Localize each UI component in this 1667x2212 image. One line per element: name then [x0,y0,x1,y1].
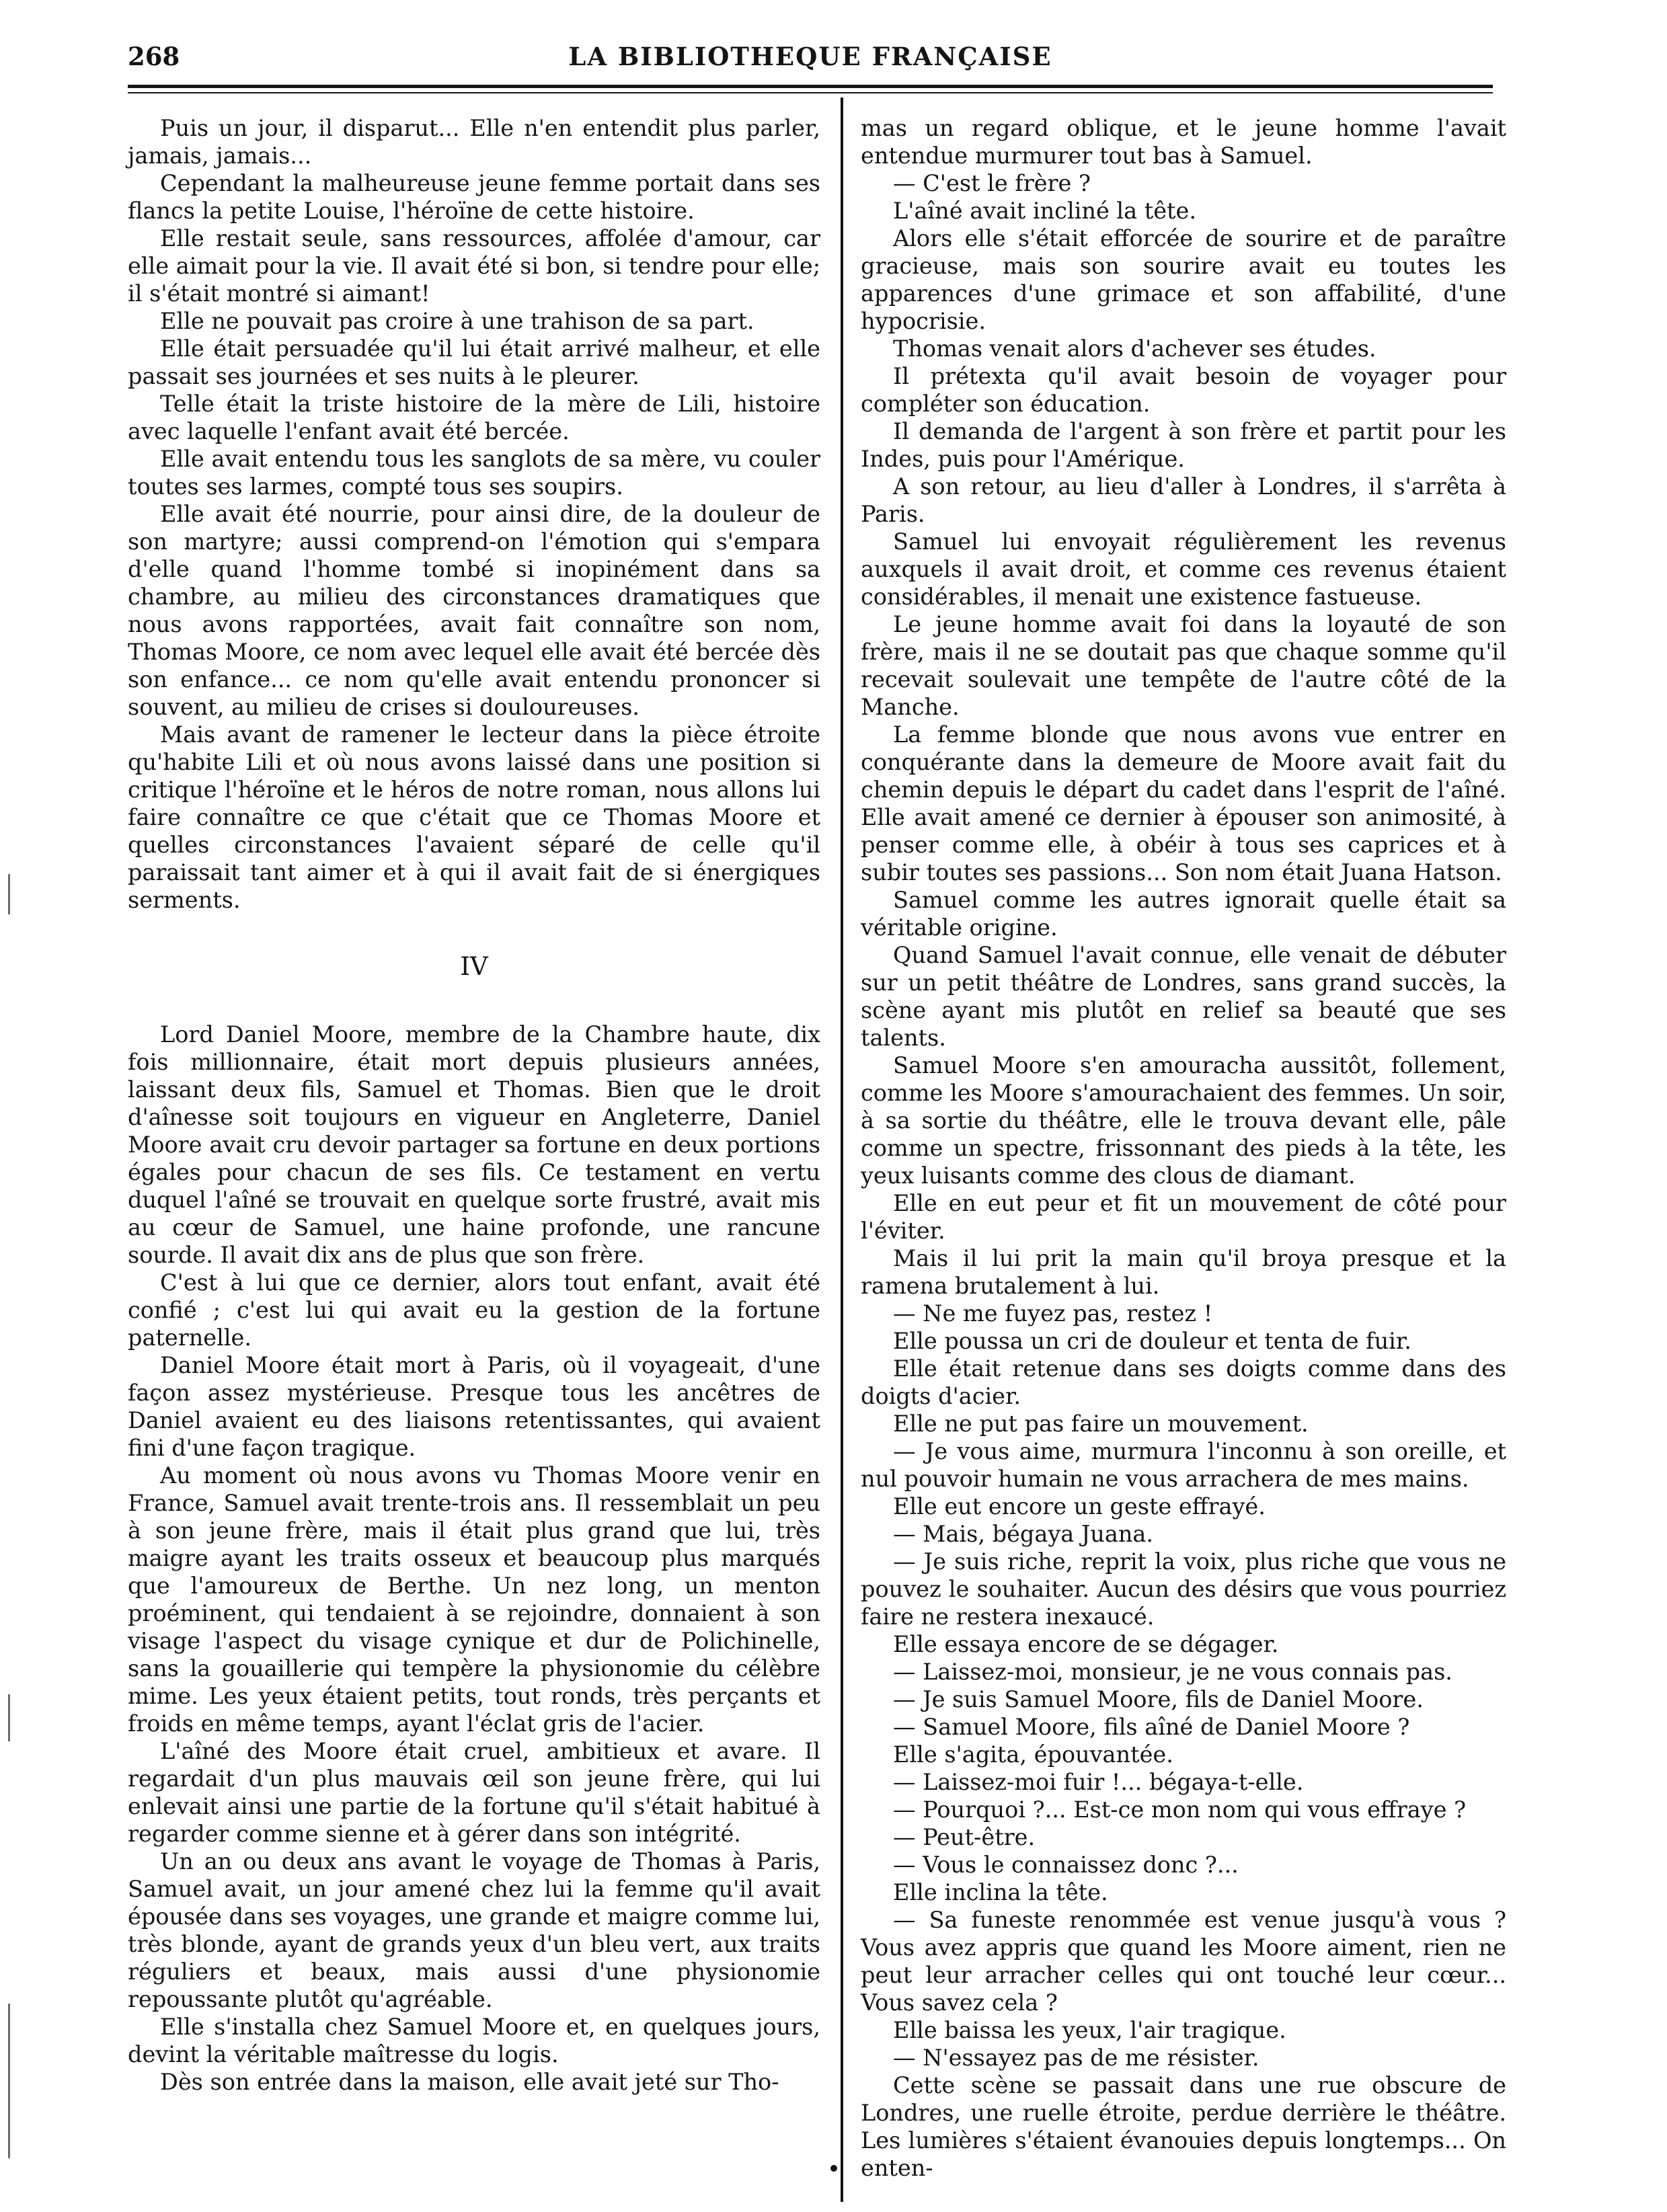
paragraph: — Je suis riche, reprit la voix, plus riche que vous ne pouvez le souhaiter. Aucun des désirs que vous pourriez faire ne restera inexaucé. [861,1548,1506,1630]
paragraph: Elle poussa un cri de douleur et tenta de fuir. [893,1328,1411,1354]
header-rule-thin [128,92,1493,93]
paragraph: Elle s'installa chez Samuel Moore et, en quelques jours, devint la véritable maîtresse du logis. [128,2014,820,2067]
paragraph: La femme blonde que nous avons vue entrer en conquérante dans la demeure de Moore avait fait du chemin depuis le départ du cadet dans l'esprit de l'aîné. Elle avait amené ce dernier à épouser son animosité, à penser comme elle, à obéir à tous ses caprices et à subir toutes ses passions... Son nom était Juana Hatson. [861,721,1506,885]
paragraph: Elle ne pouvait pas croire à une trahison de sa part. [160,308,754,334]
paragraph: Elle baissa les yeux, l'air tragique. [893,2017,1286,2043]
paragraph: — Je suis Samuel Moore, fils de Daniel Moore. [893,1686,1424,1712]
paragraph: Samuel Moore s'en amouracha aussitôt, follement, comme les Moore s'amourachaient des femmes. Un soir, à sa sortie du théâtre, elle le trouva devant elle, pâle comme un spectre, frissonnant des pieds à la tête, les yeux luisants comme des clous de diamant. [861,1052,1506,1189]
paragraph: Elle était retenue dans ses doigts comme dans des doigts d'acier. [861,1355,1506,1409]
paragraph: Elle était persuadée qu'il lui était arrivé malheur, et elle passait ses journées et ses nuits à le pleurer. [128,335,820,389]
paragraph: — N'essayez pas de me résister. [893,2045,1259,2071]
paragraph: Lord Daniel Moore, membre de la Chambre haute, dix fois millionnaire, était mort depuis plusieurs années, laissant deux fils, Samuel et Thomas. Bien que le droit d'aînesse soit toujours en vigueur en Angleterre, Daniel Moore avait cru devoir partager sa fortune en deux portions égales pour chacun de ses fils. Ce testament en vertu duquel l'aîné se trouvait en quelque sorte frustré, avait mis au cœur de Samuel, une haine profonde, une rancune sourde. Il avait dix ans de plus que son frère. [128,1021,820,1268]
paragraph: Puis un jour, il disparut... Elle n'en entendit plus parler, jamais, jamais... [128,115,820,169]
paragraph: Samuel lui envoyait régulièrement les revenus auxquels il avait droit, et comme ces revenus étaient considérables, il menait une existence fastueuse. [861,528,1506,610]
paragraph: — Ne me fuyez pas, restez ! [893,1300,1213,1327]
paragraph: — Laissez-moi, monsieur, je ne vous connais pas. [893,1659,1452,1685]
paragraph: — Samuel Moore, fils aîné de Daniel Moore ? [893,1714,1410,1740]
scan-edge-mark [8,874,10,914]
paragraph: Mais il lui prit la main qu'il broya presque et la ramena brutalement à lui. [861,1245,1506,1299]
paragraph: Quand Samuel l'avait connue, elle venait de débuter sur un petit théâtre de Londres, sans grand succès, la scène ayant mis plutôt en relief sa beauté que ses talents. [861,942,1506,1051]
left-column [128,114,820,2096]
paragraph: Cependant la malheureuse jeune femme portait dans ses flancs la petite Louise, l'héroïne de cette histoire. [128,170,820,224]
paragraph: — C'est le frère ? [893,170,1091,196]
paragraph: Elle avait été nourrie, pour ainsi dire, de la douleur de son martyre; aussi comprend-on l'émotion qui s'empara d'elle quand l'homme tombé si inopinément dans sa chambre, au milieu des circonstances dramatiques que nous avons rapportées, avait fait connaître son nom, Thomas Moore, ce nom avec lequel elle avait été bercée dès son enfance... ce nom qu'elle avait entendu prononcer si souvent, au milieu de crises si douloureuses. [128,501,820,720]
column-divider [841,97,843,2202]
scan-edge-mark [8,2004,10,2158]
page-number: 268 [128,42,180,71]
paragraph: Elle en eut peur et fit un mouvement de côté pour l'éviter. [861,1190,1506,1244]
paragraph: Il prétexta qu'il avait besoin de voyager pour compléter son éducation. [861,363,1506,417]
paragraph: — Je vous aime, murmura l'inconnu à son oreille, et nul pouvoir humain ne vous arrachera de mes mains. [861,1438,1506,1492]
print-mark [830,2165,837,2172]
paragraph: — Laissez-moi fuir !... bégaya-t-elle. [893,1769,1304,1795]
page-header [128,42,1493,82]
paragraph: — Mais, bégaya Juana. [893,1521,1154,1547]
paragraph: C'est à lui que ce dernier, alors tout enfant, avait été confié ; c'est lui qui avait eu la gestion de la fortune paternelle. [128,1269,820,1351]
paragraph: Alors elle s'était efforcée de sourire et de paraître gracieuse, mais son sourire avait eu toutes les apparences d'une grimace et son affabilité, d'une hypocrisie. [861,225,1506,334]
paragraph: Il demanda de l'argent à son frère et partit pour les Indes, puis pour l'Amérique. [861,418,1506,472]
paragraph: — Pourquoi ?... Est-ce mon nom qui vous effraye ? [893,1796,1467,1823]
paragraph: Elle inclina la tête. [893,1879,1108,1905]
paragraph: Cette scène se passait dans une rue obscure de Londres, une ruelle étroite, perdue derrière le théâtre. Les lumières s'étaient évanouies depuis longtemps... On enten- [861,2072,1506,2181]
paragraph: Elle restait seule, sans ressources, affolée d'amour, car elle aimait pour la vie. Il avait été si bon, si tendre pour elle; il s'était montré si aimant! [128,225,820,307]
section-heading: IV [460,952,488,981]
paragraph: Thomas venait alors d'achever ses études. [893,335,1377,362]
running-title: LA BIBLIOTHEQUE FRANÇAISE [568,42,1052,71]
right-column [861,114,1506,2182]
paragraph: L'aîné des Moore était cruel, ambitieux et avare. Il regardait d'un plus mauvais œil son jeune frère, qui lui enlevait ainsi une partie de la fortune qu'il s'était habitué à regarder comme sienne et à gérer dans son intégrité. [128,1738,820,1847]
paragraph: Au moment où nous avons vu Thomas Moore venir en France, Samuel avait trente-trois ans. Il ressemblait un peu à son jeune frère, mais il était plus grand que lui, très maigre ayant les traits osseux et beaucoup plus marqués que l'amoureux de Berthe. Un nez long, un menton proéminent, qui tendaient à se rejoindre, donnaient à son visage l'aspect du visage cynique et dur de Polichinelle, sans la gouaillerie qui tempère la physionomie du célèbre mime. Les yeux étaient petits, tout ronds, très perçants et froids en même temps, ayant l'éclat gris de l'acier. [128,1462,820,1737]
paragraph: Daniel Moore était mort à Paris, où il voyageait, d'une façon assez mystérieuse. Presque tous les ancêtres de Daniel avaient eu des liaisons retentissantes, qui avaient fini d'une façon tragique. [128,1352,820,1461]
paragraph: Telle était la triste histoire de la mère de Lili, histoire avec laquelle l'enfant avait été bercée. [128,391,820,444]
paragraph: Le jeune homme avait foi dans la loyauté de son frère, mais il ne se doutait pas que chaque somme qu'il recevait soulevait une tempête de l'autre côté de la Manche. [861,611,1506,720]
paragraph: Elle ne put pas faire un mouvement. [893,1411,1309,1437]
paragraph: Un an ou deux ans avant le voyage de Thomas à Paris, Samuel avait, un jour amené chez lui la femme qu'il avait épousée dans ses voyages, une grande et maigre comme lui, très blonde, ayant de grands yeux d'un bleu vert, aux traits réguliers et beaux, mais aussi d'une physionomie repoussante plutôt qu'agréable. [128,1848,820,2012]
paragraph: — Sa funeste renommée est venue jusqu'à vous ? Vous avez appris que quand les Moore aiment, rien ne peut leur arracher celles qui ont touché leur cœur... Vous savez cela ? [861,1907,1506,2016]
paragraph: Elle essaya encore de se dégager. [893,1631,1279,1657]
paragraph: L'aîné avait incliné la tête. [893,198,1196,224]
scan-edge-mark [8,1694,10,1741]
paragraph: mas un regard oblique, et le jeune homme l'avait entendue murmurer tout bas à Samuel. [861,115,1506,169]
paragraph: Dès son entrée dans la maison, elle avait jeté sur Tho- [160,2069,779,2095]
paragraph: Elle s'agita, épouvantée. [893,1741,1173,1768]
paragraph: — Vous le connaissez donc ?... [893,1852,1239,1878]
header-rule-thick [128,85,1493,88]
paragraph: Mais avant de ramener le lecteur dans la pièce étroite qu'habite Lili et où nous avons laissé dans une position si critique l'héroïne et le héros de notre roman, nous allons lui faire connaître ce que c'était que ce Thomas Moore et quelles circonstances l'avaient séparé de celle qu'il paraissait tant aimer et à qui il avait fait de si énergiques serments. [128,721,820,913]
paragraph: A son retour, au lieu d'aller à Londres, il s'arrêta à Paris. [861,473,1506,527]
paragraph: Elle avait entendu tous les sanglots de sa mère, vu couler toutes ses larmes, compté tous ses soupirs. [128,446,820,500]
paragraph: Elle eut encore un geste effrayé. [893,1493,1266,1519]
paragraph: Samuel comme les autres ignorait quelle était sa véritable origine. [861,887,1506,941]
paragraph: — Peut-être. [893,1824,1036,1850]
